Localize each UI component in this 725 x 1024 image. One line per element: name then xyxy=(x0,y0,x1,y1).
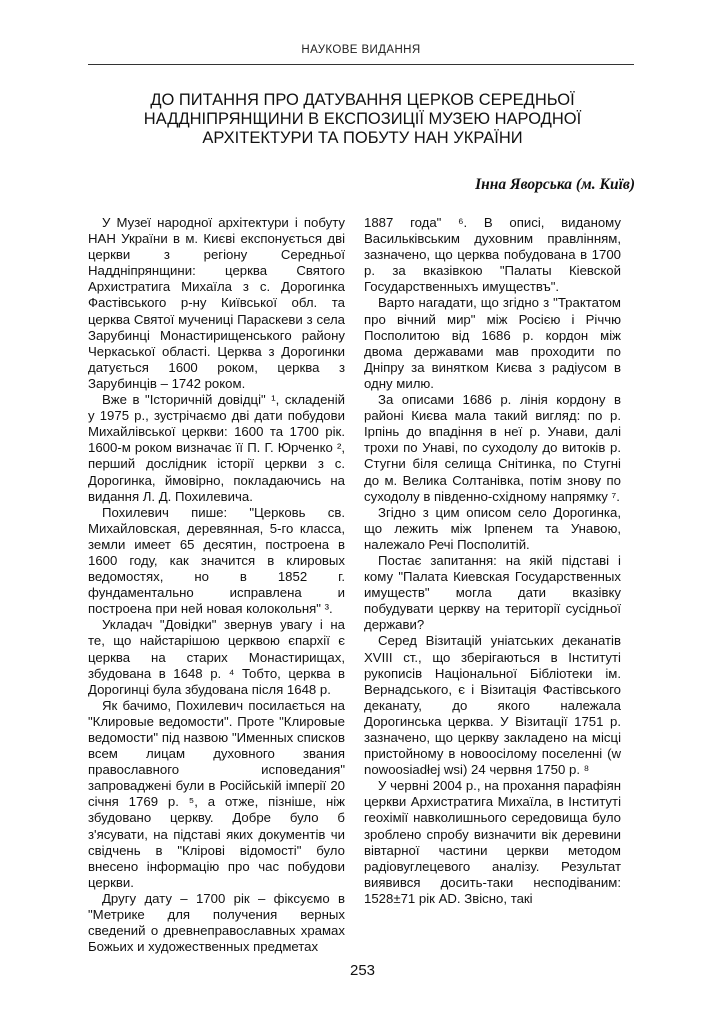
paragraph: Варто нагадати, що згідно з "Трактатом про вічний мир" між Росією і Річчю Посполитою від 1686 р. кордон між двома державами мав проходити по Дніпру за винятком Києва з радіусом в одну милю. xyxy=(364,295,621,391)
article-title: ДО ПИТАННЯ ПРО ДАТУВАННЯ ЦЕРКОВ СЕРЕДНЬОЇ НАДДНІПРЯНЩИНИ В ЕКСПОЗИЦІЇ МУЗЕЮ НАРОДНОЇ АРХІТЕКТУРИ ТА ПОБУТУ НАН УКРАЇНИ xyxy=(143,91,582,147)
paragraph: Постає запитання: на якій підставі і кому "Палата Киевская Государственных имуществ" могла дати вказівку побудувати церкву на території сусідньої держави? xyxy=(364,552,621,633)
paragraph: За описами 1686 р. лінія кордону в районі Києва мала такий вигляд: по р. Ірпінь до впадіння в неї р. Унави, далі трохи по Унаві, по суходолу до витоків р. Стугни біля селища Снітинка, по Стугні до м. Велика Солтанівка, потім знову по суходолу в південно-східному напрямку ⁷. xyxy=(364,392,621,504)
paragraph-continued: 1887 года" ⁶. В описі, виданому Васильківським духовним правлінням, зазначено, що церква побудована в 1700 р. за вказівкою "Палаты Кіевской Государственныхъ имуществъ". xyxy=(364,215,621,295)
running-head: НАУКОВЕ ВИДАННЯ xyxy=(301,44,421,56)
article-author: Інна Яворська (м. Київ) xyxy=(475,176,635,193)
paragraph: Як бачимо, Похилевич посилається на "Клировые ведомости". Проте "Клировые ведомости" під назвою "Именных списков всем лицам духовного звания православного исповедания" запроваджені були в Російській імперії 20 січня 1769 р. ⁵, а отже, пізніше, ніж збудовано церкву. Добре було б з'ясувати, на підставі яких документів чи свідчень в "Клірові відомості" було внесено інформацію про час побудови церкви. xyxy=(88,697,345,890)
paragraph: Укладач "Довідки" звернув увагу і на те, що найстарішою церквою єпархії є церква на старих Монастирищах, збудована в 1648 р. ⁴ Тобто, церква в Дорогинці була збудована після 1648 р. xyxy=(88,617,345,697)
left-column xyxy=(88,215,345,955)
header-rule xyxy=(88,64,634,65)
page-number: 253 xyxy=(349,962,376,979)
paragraph: Вже в "Історичній довідці" ¹, складеній у 1975 р., зустрічаємо дві дати побудови Михайлівської церкви: 1600 та 1700 рік. 1600-м роком визначає її П. Г. Юрченко ², перший дослідник історії церкви з с. Дорогинка, ймовірно, покладаючись на видання Л. Д. Похилевича. xyxy=(88,392,345,504)
paragraph: Другу дату – 1700 рік – фіксуємо в "Метрике для получения верных сведений о древнеправославных храмах Божьих и художественных предметах xyxy=(88,890,345,955)
paragraph: Серед Візитацій уніатських деканатів XVIII ст., що зберігаються в Інституті рукописів Національної Бібліотеки ім. Вернадського, є і Візитація Фастівського деканату, до якого належала Дорогинська церква. У Візитації 1751 р. зазначено, що церкву закладено на місці пристойному в новоосілому поселенні (w nowoosiadłej wsi) 24 червня 1750 р. ⁸ xyxy=(364,633,621,778)
paragraph: Згідно з цим описом село Дорогинка, що лежить між Ірпенем та Унавою, належало Речі Посполитій. xyxy=(364,504,621,552)
paragraph: Похилевич пише: "Церковь св. Михайловская, деревянная, 5-го класса, земли имеет 65 десятин, построена в 1600 году, как значится в клировых ведомостях, но в 1852 г. фундаментально исправлена и построена при ней новая колокольня" ³. xyxy=(88,504,345,617)
right-column xyxy=(364,215,621,907)
paragraph: У червні 2004 р., на прохання парафіян церкви Архистратига Михаїла, в Інституті геохімії навколишнього середовища було зроблено спробу визначити вік деревини вівтарної частини церкви методом радіовуглецевого аналізу. Результат виявився досить-таки несподіваним: 1528±71 рік AD. Звісно, такі xyxy=(364,778,621,906)
paragraph: У Музеї народної архітектури і побуту НАН України в м. Києві експонується дві церкви з регіону Середньої Наддніпрянщини: церква Святого Архистратига Михаїла з с. Дорогинка Фастівського р-ну Київської обл. та церква Святої мучениці Параскеви з села Зарубинці Монастирищенського району Черкаської області. Церква з Дорогинки датується 1600 роком, церква з Зарубинців – 1742 роком. xyxy=(88,215,345,391)
